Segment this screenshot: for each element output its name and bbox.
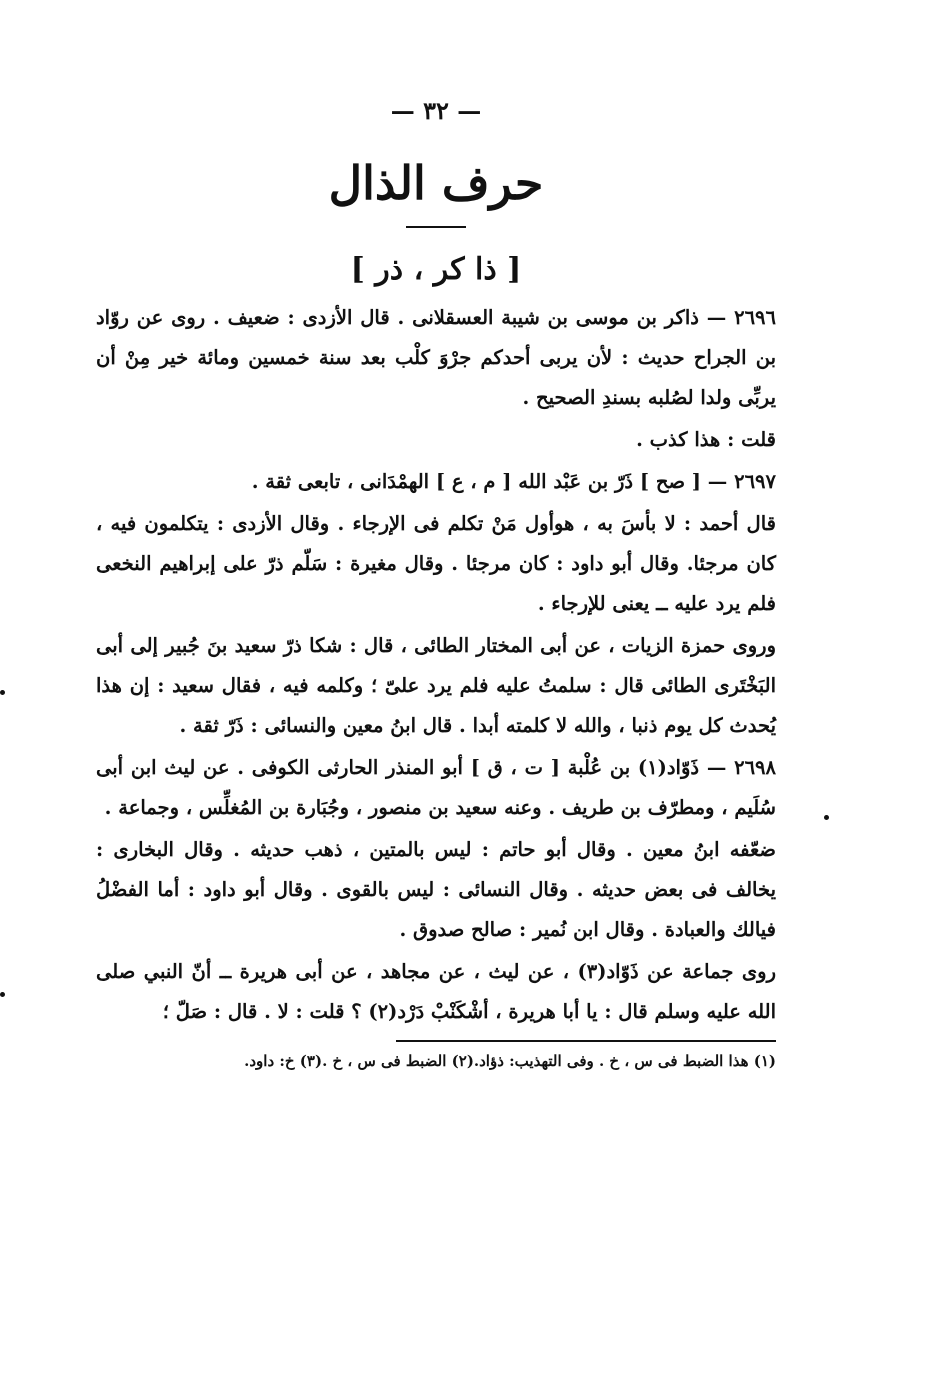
entry-2696: ٢٦٩٦ — ذاكر بن موسى بن شيبة العسقلانى . قال الأزدى : ضعيف . روى عن روّاد بن الجراح حديث : لأن يربى أحدكم جرْوَ كلْب بعد سنة خمسين ومائة خير مِنْ أن يربِّى ولدا لصُلبه بسندِ الصحيح . bbox=[96, 306, 776, 409]
text-paragraph: روى جماعة عن ذَوّاد(٣) ، عن ليث ، عن مجاهد ، عن أبى هريرة ــ أنّ النبي صلى الله عليه وسلم قال : يا أبا هريرة ، أشْكَنْبْ دَرْد(٢) ؟ قلت : لا . قال : صَلّ ؛ bbox=[96, 960, 776, 1023]
margin-mark bbox=[0, 690, 5, 695]
text-paragraph: وروى حمزة الزيات ، عن أبى المختار الطائى ، قال : شكا ذرّ سعيد بنَ جُبير إلى أبى البَخْتَرى الطائى قال : سلمتُ عليه فلم يرد علىّ ؛ وكلمه فيه ، فقال سعيد : إن هذا يُحدث كل يوم ذنبا ، والله لا كلمته أبدا . قال ابنُ معين والنسائى : ذَرّ ثقة . bbox=[96, 634, 776, 737]
page bbox=[96, 96, 776, 1074]
margin-mark bbox=[0, 992, 5, 997]
text-paragraph: قال أحمد : لا بأسَ به ، هوأول مَنْ تكلم فى الإرجاء . وقال الأزدى : يتكلمون فيه ، كان مرجئا. وقال أبو داود : كان مرجئا . وقال مغيرة : سَلّم ذرّ على إبراهيم النخعى فلم يرد عليه ــ يعنى للإرجاء . bbox=[96, 512, 776, 615]
entry-2698: ٢٦٩٨ — ذَوّاد(١) بن عُلْبة [ ت ، ق ] أبو المنذر الحارثى الكوفى . عن ليث ابن أبى سُلَيم ، ومطرّف بن طريف . وعنه سعيد بن منصور ، وجُبَارة بن المُغلِّس ، وجماعة . bbox=[96, 756, 776, 819]
title-divider bbox=[406, 226, 466, 228]
footnote: (١) هذا الضبط فى س ، خ . وفى التهذيب: ذؤاد.(٢) الضبط فى س ، خ .(٣) خ: داود. bbox=[244, 1052, 776, 1070]
comment-paragraph: قلت : هذا كذب . bbox=[636, 428, 776, 451]
page-number: — ٣٢ — bbox=[390, 96, 482, 125]
entry-2697: ٢٦٩٧ — [ صح ] ذَرّ بن عَبْد الله [ م ، ع ] الهمْدَانى ، تابعى ثقة . bbox=[251, 470, 776, 493]
footnote-divider bbox=[396, 1040, 776, 1042]
margin-mark bbox=[824, 815, 829, 820]
chapter-title: حرف الذال bbox=[328, 156, 544, 210]
text-paragraph: ضعّفه ابنُ معين . وقال أبو حاتم : ليس بالمتين ، ذهب حديثه . وقال البخارى : يخالف فى بعض حديثه . وقال النسائى : ليس بالقوى . وقال أبو داود : أما الفضْلُ فيالك والعبادة . وقال ابن نُمير : صالح صدوق . bbox=[96, 838, 776, 941]
section-heading: [ ذا كر ، ذر ] bbox=[350, 252, 522, 287]
